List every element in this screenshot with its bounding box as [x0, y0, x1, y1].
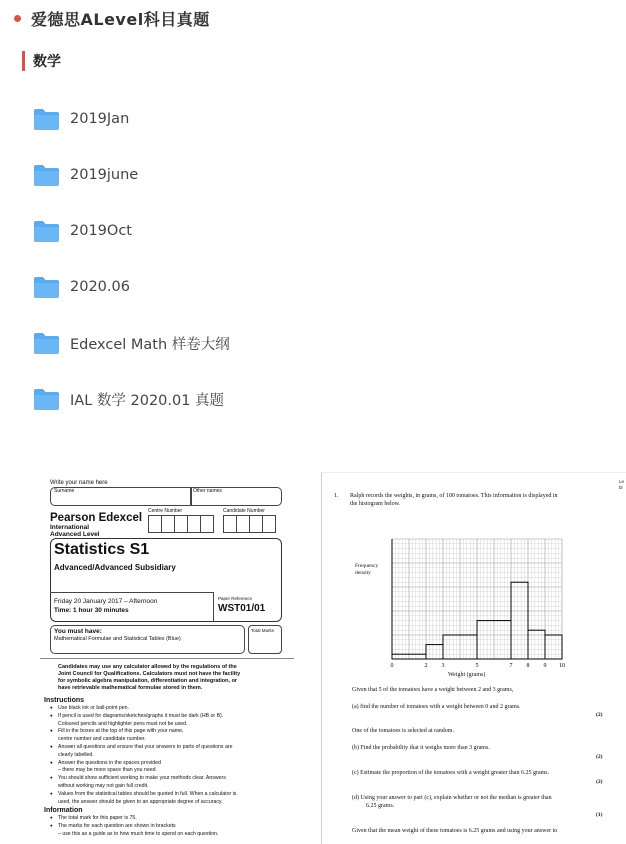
- list-item: Answer all questions and ensure that your answers to parts of questions are: [58, 744, 233, 750]
- list-item: clearly labelled.: [58, 751, 94, 758]
- calc-note-3: for symbolic algebra manipulation, differentiation and integration, or: [58, 678, 238, 684]
- folder-icon: [33, 220, 60, 243]
- mark-a: (2): [596, 712, 603, 718]
- candidate-number-label: Candidate Number: [223, 508, 265, 514]
- folder-item[interactable]: [33, 162, 138, 188]
- part-c: (c) Estimate the proportion of the tomatoes with a weight greater than 6.25 grams.: [352, 770, 550, 776]
- mark-b: (2): [596, 754, 603, 760]
- question-intro-2: the histogram below.: [350, 501, 401, 507]
- folder-item[interactable]: [33, 386, 224, 412]
- folder-name: Edexcel Math 样卷大纲: [70, 336, 230, 353]
- digit-cell: [200, 515, 214, 533]
- bullet-icon: ●: [50, 759, 53, 765]
- list-row: [50, 831, 218, 837]
- subject-title: Statistics S1: [54, 541, 150, 558]
- exam-date: Friday 20 January 2017 – Afternoon: [54, 598, 158, 605]
- page-title: 爱德思ALevel科目真题: [31, 9, 210, 29]
- y-axis-label-1: Frequency: [355, 563, 379, 569]
- digit-cell: [249, 515, 263, 533]
- question-page-preview[interactable]: [321, 472, 626, 844]
- level-line-2: Advanced Level: [50, 531, 100, 538]
- list-item: Fill in the boxes at the top of this page with your name,: [58, 728, 184, 735]
- surname-label: Surname: [54, 488, 75, 494]
- folder-name: 2019Jan: [70, 111, 130, 127]
- list-item: used, the answer should be given to an appropriate degree of accuracy.: [58, 798, 223, 805]
- x-tick-label: 10: [559, 663, 565, 669]
- paper-ref-label: Paper Reference: [218, 596, 253, 601]
- calc-note-1: Candidates may use any calculator allowed by the regulations of the: [58, 664, 237, 670]
- list-row: [50, 799, 223, 805]
- list-row: [50, 736, 146, 742]
- part-a: (a) find the number of tomatoes with a weight between 0 and 2 grams.: [352, 704, 521, 710]
- folder-name: IAL 数学 2020.01 真题: [70, 392, 225, 409]
- write-name-label: Write your name here: [50, 480, 108, 486]
- information-title: Information: [44, 807, 83, 814]
- list-row: [50, 823, 176, 829]
- folder-item[interactable]: [33, 106, 129, 132]
- mark-d: (1): [596, 812, 603, 818]
- x-axis-label: Weight (grams): [448, 672, 486, 678]
- x-tick-label: 5: [475, 663, 479, 669]
- digit-cell: [262, 515, 276, 533]
- x-tick-label: 7: [509, 663, 513, 669]
- folder-name: 2019june: [70, 167, 139, 183]
- folder-name: 2019Oct: [70, 223, 132, 239]
- part-d-1: (d) Using your answer to part (c), explain whether or not the median is greater than: [352, 795, 552, 801]
- folder-icon: [33, 388, 60, 411]
- instructions-title: Instructions: [44, 697, 85, 704]
- digit-cell: [223, 515, 237, 533]
- x-tick-label: 2: [424, 663, 428, 669]
- edge-text-1: Le: [619, 479, 625, 484]
- y-axis-label-2: density: [355, 570, 371, 576]
- folder-item[interactable]: [33, 274, 130, 300]
- list-item: – there may be more space than you need.: [58, 767, 157, 774]
- list-row: [50, 721, 187, 727]
- bullet-icon: ●: [50, 712, 53, 718]
- histogram-bar: [426, 645, 443, 659]
- folder-icon: [33, 108, 60, 131]
- other-names-label: Other names: [193, 488, 222, 494]
- list-row: [50, 760, 161, 766]
- digit-cell: [161, 515, 175, 533]
- random-text: One of the tomatoes is selected at random.: [352, 728, 454, 734]
- list-item: The marks for each question are shown in brackets: [58, 822, 176, 829]
- folder-icon: [33, 332, 60, 355]
- total-marks-label: Total Marks: [251, 628, 275, 633]
- bullet-dot-icon: [14, 15, 21, 22]
- folder-item[interactable]: [33, 330, 230, 356]
- cover-divider: [40, 658, 294, 659]
- list-row: [50, 705, 129, 711]
- bullet-icon: ●: [50, 790, 53, 796]
- paper-ref: WST01/01: [218, 603, 266, 614]
- section-accent-bar: [22, 51, 25, 71]
- folder-icon: [33, 276, 60, 299]
- list-row: [50, 752, 94, 758]
- exam-cover-preview[interactable]: [40, 472, 294, 843]
- digit-cell: [174, 515, 188, 533]
- folder-name: 2020.06: [70, 279, 130, 295]
- bullet-icon: ●: [50, 815, 53, 820]
- list-item: – use this as a guide as to how much time to spend on each question.: [58, 830, 219, 837]
- must-have-items: Mathematical Formulae and Statistical Tables (Blue): [54, 636, 181, 642]
- centre-number-label: Centre Number: [148, 508, 183, 514]
- bullet-icon: ●: [50, 728, 53, 734]
- given-mean-text: Given that the mean weight of these tomatoes is 6.25 grams and using your answer to: [352, 828, 558, 834]
- bullet-icon: ●: [50, 705, 53, 710]
- exam-time: Time: 1 hour 30 minutes: [54, 607, 129, 614]
- question-intro-1: Ralph records the weights, in grams, of 100 tomatoes. This information is displayed in: [350, 493, 558, 499]
- edge-text-2: bl: [619, 485, 623, 490]
- list-row: [50, 744, 232, 750]
- histogram-chart: [382, 513, 572, 673]
- x-tick-label: 3: [441, 663, 445, 669]
- digit-cell: [148, 515, 162, 533]
- board-name: Pearson Edexcel: [50, 512, 143, 524]
- list-row: [50, 791, 236, 797]
- list-item: centre number and candidate number.: [58, 736, 146, 743]
- list-item: Values from the statistical tables should be quoted in full. When a calculator is: [58, 790, 237, 797]
- bullet-icon: ●: [50, 822, 53, 828]
- digit-cell: [236, 515, 250, 533]
- list-row: [50, 815, 137, 821]
- part-d-2: 6.25 grams.: [366, 803, 395, 809]
- given-text: Given that 5 of the tomatoes have a weight between 2 and 3 grams,: [352, 687, 514, 693]
- x-tick-label: 0: [390, 663, 394, 669]
- level-line-1: International: [50, 524, 90, 531]
- list-item: Coloured pencils and highlighter pens must not be used.: [58, 720, 188, 727]
- list-row: [50, 728, 183, 734]
- histogram-bar: [545, 635, 562, 659]
- list-item: If pencil is used for diagrams/sketches/graphs it must be dark (HB or B).: [58, 712, 224, 719]
- list-row: [50, 775, 226, 781]
- question-number: 1.: [334, 493, 339, 499]
- folder-item[interactable]: [33, 218, 132, 244]
- x-tick-label: 9: [543, 663, 547, 669]
- calc-note-4: have retrievable mathematical formulae stored in them.: [58, 685, 203, 691]
- page-header: [14, 6, 210, 30]
- digit-cell: [187, 515, 201, 533]
- calc-note-2: Joint Council for Qualifications. Calculators must not have the facility: [58, 671, 241, 677]
- x-tick-label: 8: [526, 663, 530, 669]
- list-row: [50, 713, 223, 719]
- bullet-icon: ●: [50, 744, 53, 749]
- list-row: [50, 767, 157, 773]
- part-b: (b) Find the probability that it weighs more than 3 grams.: [352, 745, 490, 751]
- list-item: without working may not gain full credit.: [58, 783, 149, 789]
- list-item: Answer the questions in the spaces provided: [58, 759, 161, 766]
- mark-c: (2): [596, 779, 603, 785]
- list-item: The total mark for this paper is 75.: [58, 815, 137, 821]
- section-header: [22, 50, 61, 72]
- list-row: [50, 783, 149, 789]
- must-have-label: You must have:: [54, 628, 102, 635]
- folder-icon: [33, 164, 60, 187]
- bullet-icon: ●: [50, 775, 53, 781]
- section-title: 数学: [33, 54, 61, 70]
- level-desc: Advanced/Advanced Subsidiary: [54, 563, 176, 572]
- list-item: You should show sufficient working to make your methods clear. Answers: [58, 775, 226, 782]
- list-item: Use black ink or ball-point pen.: [58, 705, 129, 711]
